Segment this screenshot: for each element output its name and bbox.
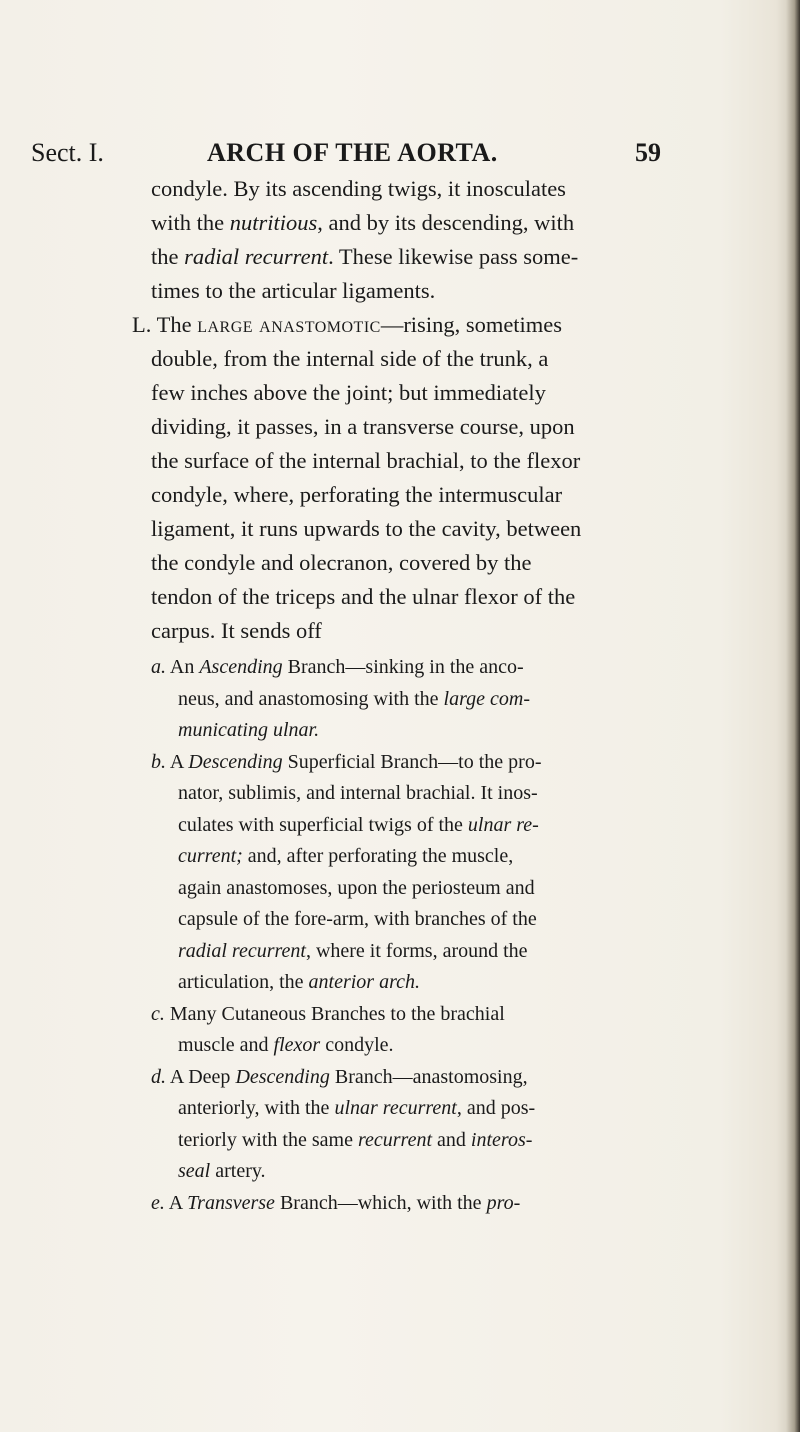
chapter-title: ARCH OF THE AORTA. [207, 138, 498, 167]
text-line: muscle and flexor condyle. [178, 1034, 394, 1056]
page-binding-edge [786, 0, 800, 1432]
text-line: articulation, the anterior arch. [178, 971, 420, 993]
text-line: tendon of the triceps and the ulnar flexor of the [151, 584, 576, 609]
artery-name: large anastomotic [197, 312, 381, 337]
branch-list [151, 652, 651, 1219]
text-line: times to the articular ligaments. [151, 278, 436, 303]
text-line: double, from the internal side of the trunk, a [151, 346, 549, 371]
branch-a: a. An Ascending Branch—sinking in the anco- [151, 656, 524, 678]
italic-term: radial recurrent [184, 244, 329, 269]
text-line: radial recurrent, where it forms, around the [178, 939, 528, 962]
text-line: anteriorly, with the ulnar recurrent, and pos- [178, 1097, 536, 1119]
page-body [132, 172, 651, 1219]
branch-c: c. Many Cutaneous Branches to the brachial [151, 1002, 505, 1025]
branch-label: d. [151, 1065, 166, 1088]
text-line: capsule of the fore-arm, with branches of the [178, 908, 537, 930]
text-line: carpus. It sends off [151, 618, 322, 643]
text-line: nator, sublimis, and internal brachial. It inos- [178, 782, 538, 804]
text-line: the surface of the internal brachial, to the flexor [151, 448, 581, 473]
branch-d: d. A Deep Descending Branch—anastomosing, [151, 1065, 528, 1088]
branch-label: c. [151, 1002, 165, 1025]
branch-label: a. [151, 656, 166, 678]
text-line: teriorly with the same recurrent and interos- [178, 1128, 533, 1151]
text-line: ligament, it runs upwards to the cavity, between [151, 516, 582, 541]
text-line: few inches above the joint; but immediately [151, 380, 546, 405]
page-number: 59 [635, 138, 661, 167]
branch-b: b. A Descending Superficial Branch—to the pro- [151, 750, 542, 773]
text-line: with the nutritious, and by its descending, with [151, 210, 575, 235]
section-L-heading-line: L. The large anastomotic—rising, sometimes [132, 312, 563, 337]
branch-label: e. [151, 1191, 165, 1214]
text-line: dividing, it passes, in a transverse course, upon [151, 414, 575, 439]
text-line: condyle, where, perforating the intermuscular [151, 482, 563, 507]
italic-term: nutritious [229, 210, 318, 235]
section-label: Sect. I. [31, 138, 104, 167]
main-text [132, 172, 651, 648]
text-line: again anastomoses, upon the periosteum and [178, 876, 535, 899]
text-line: municating ulnar. [178, 719, 320, 741]
text-line: condyle. By its ascending twigs, it inosculates [151, 176, 566, 201]
text-line: seal artery. [178, 1160, 266, 1182]
text-line: neus, and anastomosing with the large com- [178, 687, 530, 710]
text-line: the condyle and olecranon, covered by the [151, 550, 532, 575]
text-line: current; and, after perforating the muscle, [178, 845, 514, 867]
section-L-marker: L. The [132, 312, 192, 337]
running-header [31, 138, 661, 168]
branch-e: e. A Transverse Branch—which, with the pro- [151, 1191, 521, 1214]
text-line: culates with superficial twigs of the ulnar re- [178, 813, 539, 836]
text-line: the radial recurrent. These likewise pass some- [151, 244, 579, 269]
branch-label: b. [151, 750, 166, 773]
